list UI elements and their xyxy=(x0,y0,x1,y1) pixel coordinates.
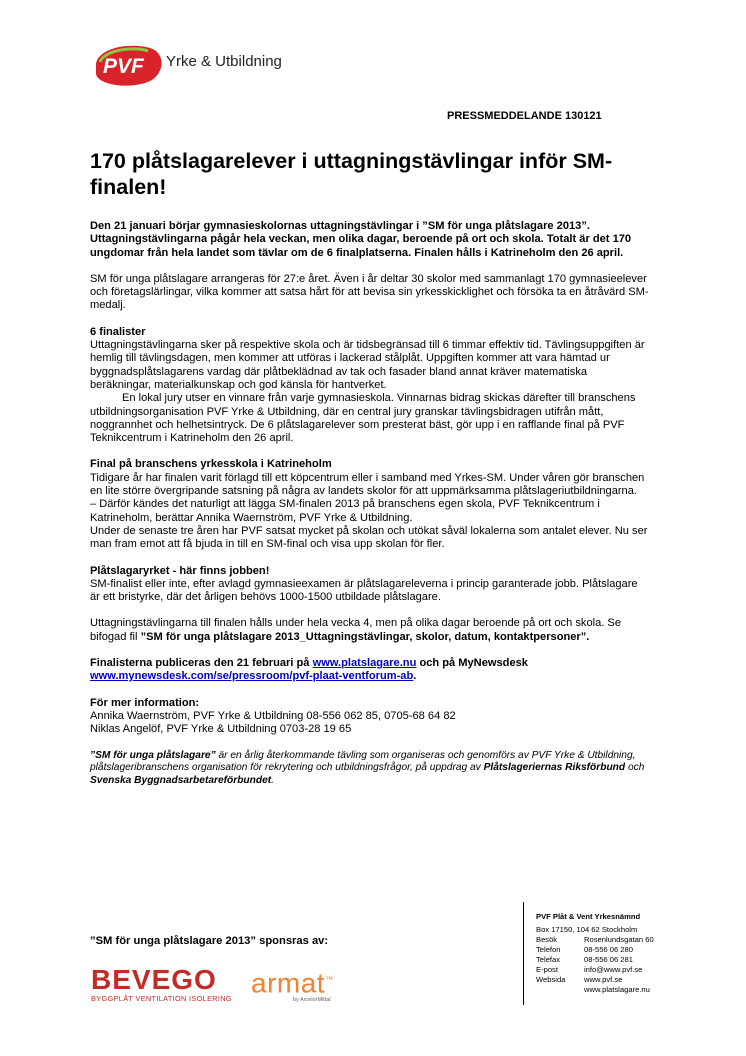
sponsor-label: ”SM för unga plåtslagare 2013” sponsras av: xyxy=(90,935,329,947)
bevego-logo xyxy=(91,966,232,1003)
section-finalists xyxy=(90,326,650,446)
contact-line: Niklas Angelöf, PVF Yrke & Utbildning 0703-28 19 65 xyxy=(90,723,352,736)
about-paragraph: ”SM för unga plåtslagare” är en årlig återkommande tävling som organiseras och genomförs av PVF Yrke & Utbildning, plåtslageribranschens organisation för rekrytering och utbildningsfrågor, på uppdrag av Plåtslageriernas Riksförbund och Svenska Byggnadsarbetareförbundet. xyxy=(90,749,645,786)
schedule-paragraph: Uttagningstävlingarna till finalen hålls under hela vecka 4, men på olika dagar beroende på ort och skola. Se bifogad fil ”SM för unga plåtslagare 2013_Uttagningstävlingar, skolor, datum, kontaktpersoner”. xyxy=(90,617,621,643)
section-heading: Final på branschens yrkesskola i Katrineholm xyxy=(90,458,332,471)
contact-row: Telefon 08-556 06 280 xyxy=(536,945,633,954)
paragraph: En lokal jury utser en vinnare från varje gymnasieskola. Vinnarnas bidrag skickas därefter till branschens utbildningsorganisation PVF Yrke & Utbildning, där en central jury granskar tävlingsbidragen utifrån mått, noggrannhet och helhetsintryck. De 6 plåtslagarelever som presterat bäst, gör upp i en rafflande final på PVF Teknikcentrum i Katrineholm den 26 april. xyxy=(90,392,636,445)
paragraph: Under de senaste tre åren har PVF satsat mycket på skolan och utökat såväl lokalerna som antalet elever. Nu ser man fram emot att få bjuda in till en SM-final och visa upp skolan för fler. xyxy=(90,524,648,551)
info-heading: För mer information: xyxy=(90,696,200,709)
platslagare-link[interactable]: www.platslagare.nu xyxy=(312,657,417,670)
publish-paragraph: Finalisterna publiceras den 21 februari på www.platslagare.nu och på MyNewsdesk www.mynewsdesk.com/se/pressroom/pvf-plaat-ventforum-ab. xyxy=(90,657,528,683)
section-heading: 6 finalister xyxy=(90,325,146,338)
contact-line: Annika Waernström, PVF Yrke & Utbildning 08-556 062 85, 0705-68 64 82 xyxy=(90,709,456,722)
paragraph: SM-finalist eller inte, efter avlagd gymnasieexamen är plåtslagareleverna i princip garanterade jobb. Plåtslagare är ett bristyrke, där det årligen behövs 1000-1500 utbildade plåtslagare. xyxy=(90,577,638,604)
press-release-label: PRESSMEDDELANDE 130121 xyxy=(447,110,602,122)
logo-subtitle: Yrke & Utbildning xyxy=(166,53,282,70)
quote-paragraph: – Därför kändes det naturligt att lägga SM-finalen 2013 på branschens egen skola, PVF Teknikcentrum i Katrineholm, berättar Annika Waernström, PVF Yrke & Utbildning. xyxy=(90,498,600,524)
page-title: 170 plåtslagarelever i uttagningstävlingar inför SM-finalen! xyxy=(90,149,613,199)
lead-paragraph: Den 21 januari börjar gymnasieskolornas uttagningstävlingar i ”SM för unga plåtslagare 2013”. Uttagningstävlingarna pågår hela veckan, men olika dagar, beroende på ort och skola. Totalt är det 170 ungdomar från hela landet som tävlar om de 6 finalplatserna. Finalen hålls i Katrineholm den 26 april. xyxy=(90,220,632,259)
contact-row: www.platslagare.nu xyxy=(584,985,650,994)
bevego-wordmark: BEVEGO xyxy=(91,964,217,995)
contact-org: PVF Plåt & Vent Yrkesnämnd xyxy=(536,912,641,921)
armat-wordmark: armat xyxy=(251,967,326,999)
contact-divider xyxy=(523,902,524,1005)
contact-row: E-post info@www.pvf.se xyxy=(536,965,643,974)
article-body xyxy=(90,220,650,800)
trademark-mark: ™ xyxy=(325,975,334,984)
section-heading: Plåtslagaryrket - här finns jobben! xyxy=(90,564,270,577)
armat-tagline: by ArcelorMittal xyxy=(293,997,331,1004)
paragraph: Uttagningstävlingarna sker på respektive skola och är tidsbegränsad till 6 timmar effektiv tid. Tävlingsuppgiften är hemlig till tävlingsdagen, men kommer att utföras i lackerad stålplåt. Uppgiften kommer att vara hämtad ur byggnadsplåtslagarens vardag där plåtbeklädnad av tak och fasader bland annat kräver matematiska beräkningar, materialkunskap och god känsla för hantverket. xyxy=(90,339,645,391)
mynewsdesk-link[interactable]: www.mynewsdesk.com/se/pressroom/pvf-plaat-ventforum-ab xyxy=(90,670,414,683)
armat-logo xyxy=(251,966,334,1003)
section-jobs xyxy=(90,565,650,605)
bevego-tagline: BYGGPLÅT VENTILATION ISOLERING xyxy=(91,994,232,1003)
paragraph: Tidigare år har finalen varit förlagd till ett köpcentrum eller i samband med Yrkes-SM. Under våren gör branschen en lite större övergripande satsning på några av landets skolor för att uppmärksamma plåtslageriutbildningarna. xyxy=(90,471,645,498)
contact-address: Box 17150, 104 62 Stockholm xyxy=(536,925,638,934)
section-final-location xyxy=(90,458,650,551)
contact-row: Websida www.pvf.se xyxy=(536,975,623,984)
logo-mark: PVF xyxy=(103,55,144,78)
contact-row: Besök Rosenlundsgatan 60 xyxy=(536,935,654,944)
contact-row: Telefax 08-556 06 281 xyxy=(536,955,633,964)
more-info xyxy=(90,697,650,737)
contact-block xyxy=(536,912,654,995)
attached-file-name: ”SM för unga plåtslagare 2013_Uttagningstävlingar, skolor, datum, kontaktpersoner”. xyxy=(140,630,590,643)
intro-paragraph: SM för unga plåtslagare arrangeras för 27:e året. Även i år deltar 30 skolor med sammanlagt 170 gymnasieelever och företagslärlingar, vilka kommer att satsa hårt för att bevisa sin yrkesskicklighet och försöka ta en åtråvärd SM-medalj. xyxy=(90,272,649,312)
